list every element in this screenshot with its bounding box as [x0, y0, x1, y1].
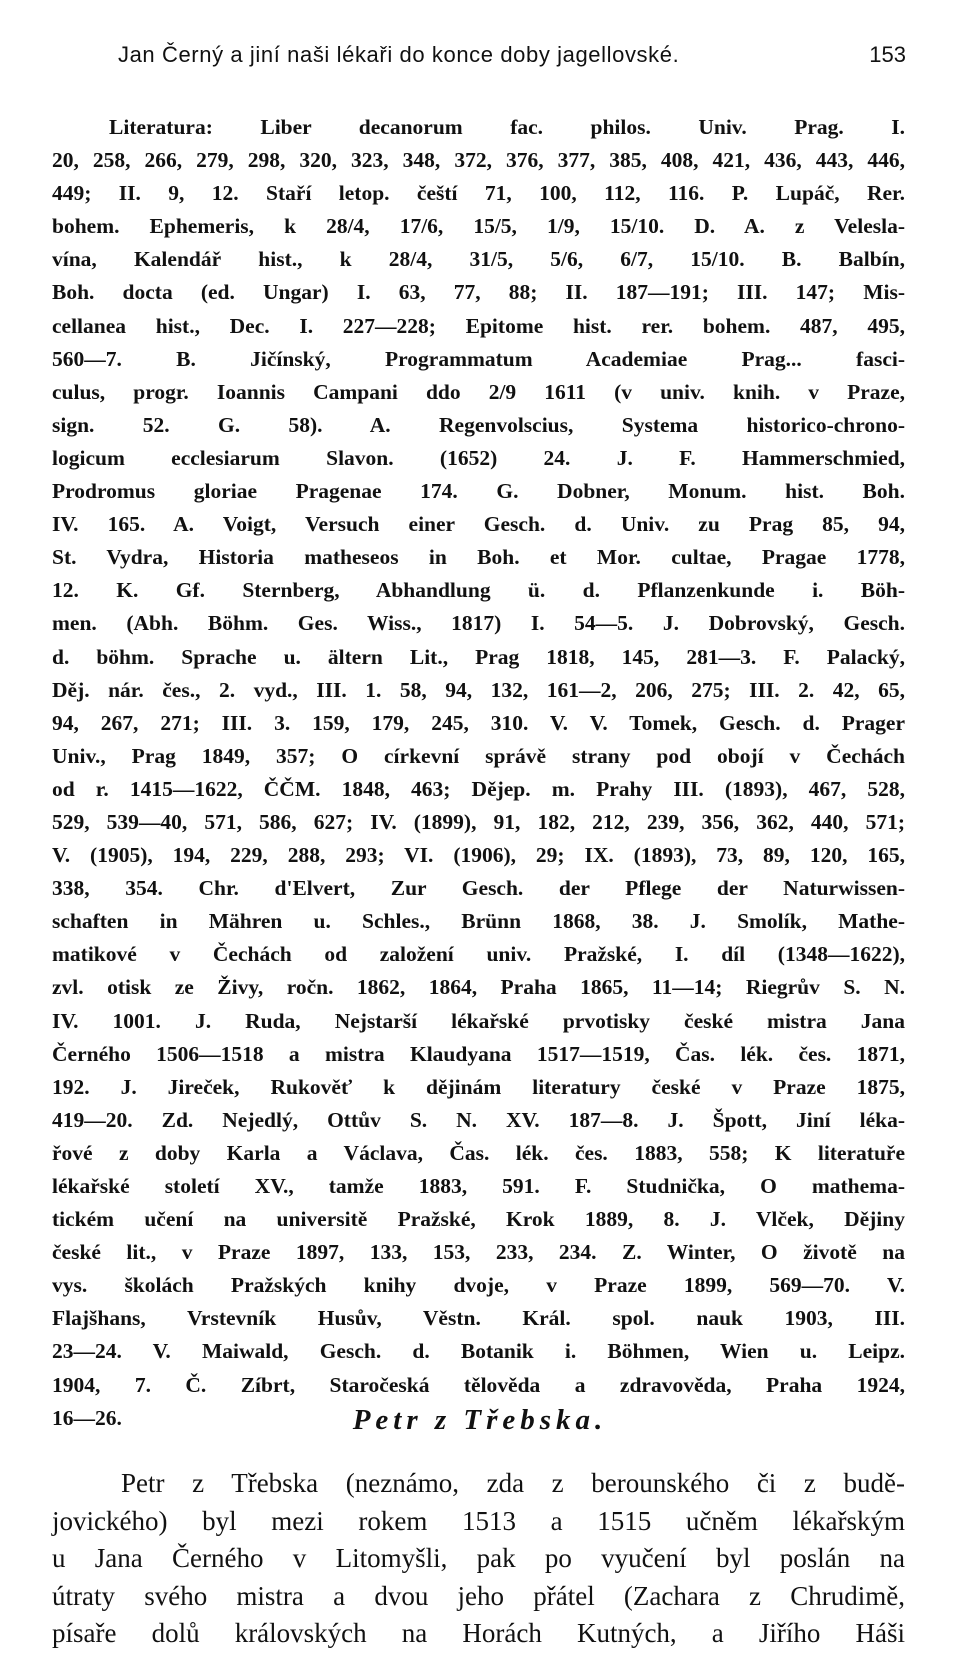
literature-line: 529, 539—40, 571, 586, 627; IV. (1899), 91, 182, 212, 239, 356, 362, 440, 571; — [52, 809, 905, 834]
literature-line: culus, progr. Ioannis Campani ddo 2/9 1611 (v univ. knih. v Praze, — [52, 379, 905, 404]
body-line: jovického) byl mezi rokem 1513 a 1515 učněm lékařským — [52, 1505, 905, 1536]
literature-line: tickém učení na universitě Pražské, Krok 1889, 8. J. Vlček, Dějiny — [52, 1207, 905, 1232]
literature-line: Univ., Prag 1849, 357; O církevní správě strany pod obojí v Čechách — [52, 743, 905, 768]
section-heading: Petr z Třebska. — [352, 1404, 608, 1436]
body-line: Petr z Třebska (neznámo, zda z berounského či z budě- — [121, 1468, 905, 1498]
literature-line: vína, Kalendář hist., k 28/4, 31/5, 5/6, 6/7, 15/10. B. Balbín, — [52, 247, 905, 272]
literature-line: Děj. nár. čes., 2. vyd., III. 1. 58, 94, 132, 161—2, 206, 275; III. 2. 42, 65, — [52, 677, 905, 702]
literature-line: 449; II. 9, 12. Staří letop. čeští 71, 100, 112, 116. P. Lupáč, Rer. — [52, 181, 905, 206]
literature-line: sign. 52. G. 58). A. Regenvolscius, Systema historico-chrono- — [52, 412, 905, 437]
literature-line: logicum ecclesiarum Slavon. (1652) 24. J. F. Hammerschmied, — [52, 445, 905, 470]
literature-line: zvl. otisk ze Živy, ročn. 1862, 1864, Praha 1865, 11—14; Riegrův S. N. — [52, 975, 905, 1000]
literature-line: IV. 1001. J. Ruda, Nejstarší lékařské prvotisky české mistra Jana — [52, 1008, 905, 1033]
literature-line: lékařské století XV., tamže 1883, 591. F. Studnička, O mathema- — [52, 1174, 905, 1198]
body-line: útraty svého mistra a dvou jeho přátel (Zachara z Chrudimě, — [52, 1580, 905, 1611]
body-line: u Jana Černého v Litomyšli, pak po vyučení byl poslán na — [52, 1543, 905, 1573]
body-paragraph — [52, 1465, 905, 1653]
literature-line: St. Vydra, Historia matheseos in Boh. et Mor. cultae, Pragae 1778, — [52, 545, 905, 570]
literature-line: 419—20. Zd. Nejedlý, Ottův S. N. XV. 187—8. J. Špott, Jiní léka- — [52, 1107, 905, 1132]
literature-line: řové z doby Karla a Václava, Čas. lék. čes. 1883, 558; K literatuře — [52, 1140, 905, 1165]
literature-line: IV. 165. A. Voigt, Versuch einer Gesch. d. Univ. zu Prag 85, 94, — [52, 512, 905, 537]
literature-line: Černého 1506—1518 a mistra Klaudyana 1517—1519, Čas. lék. čes. 1871, — [52, 1041, 905, 1066]
literature-line: 12. K. Gf. Sternberg, Abhandlung ü. d. Pflanzenkunde i. Böh- — [52, 578, 905, 603]
literature-line: od r. 1415—1622, ČČM. 1848, 463; Dějep. m. Prahy III. (1893), 467, 528, — [52, 776, 905, 801]
literature-line: 94, 267, 271; III. 3. 159, 179, 245, 310. V. V. Tomek, Gesch. d. Prager — [52, 710, 905, 735]
literature-line: vys. školách Pražských knihy dvoje, v Praze 1899, 569—70. V. — [52, 1273, 905, 1298]
literature-line: bohem. Ephemeris, k 28/4, 17/6, 15/5, 1/9, 15/10. D. A. z Veleslа- — [52, 214, 905, 239]
literature-line: 16—26. — [52, 1405, 122, 1430]
literature-line: 1904, 7. Č. Zíbrt, Staročeská tělověda a zdravověda, Praha 1924, — [52, 1372, 905, 1397]
literature-line: Literatura: Liber decanorum fac. philos. Univ. Prag. I. — [109, 115, 905, 139]
literature-line: Boh. docta (ed. Ungar) I. 63, 77, 88; II. 187—191; III. 147; Mis- — [52, 280, 905, 305]
literature-line: Prodromus gloriae Pragenae 174. G. Dobner, Monum. hist. Boh. — [52, 479, 905, 504]
body-line: písaře dolů královských na Horách Kutných, a Jiřího Háši — [52, 1618, 905, 1648]
literature-block — [52, 111, 905, 1435]
literature-line: 20, 258, 266, 279, 298, 320, 323, 348, 372, 376, 377, 385, 408, 421, 436, 443, 446, — [52, 148, 905, 173]
running-title: Jan Černý a jiní naši lékaři do konce doby jagellovské. — [118, 42, 680, 67]
literature-line: české lit., v Praze 1897, 133, 153, 233, 234. Z. Winter, O životě na — [52, 1240, 905, 1265]
literature-line: V. (1905), 194, 229, 288, 293; VI. (1906), 29; IX. (1893), 73, 89, 120, 165, — [52, 843, 905, 868]
literature-line: 338, 354. Chr. d'Elvert, Zur Gesch. der Pflege der Naturwissen- — [52, 876, 905, 901]
running-header — [118, 42, 906, 76]
literature-line: 560—7. B. Jičínský, Programmatum Academiae Prag... fasci- — [52, 346, 905, 371]
literature-line: 192. J. Jireček, Rukověť k dějinám literatury české v Praze 1875, — [52, 1074, 905, 1099]
literature-line: d. böhm. Sprache u. ältern Lit., Prag 1818, 145, 281—3. F. Palacký, — [52, 644, 905, 669]
literature-line: cellanea hist., Dec. I. 227—228; Epitome hist. rer. bohem. 487, 495, — [52, 313, 905, 338]
page-number: 153 — [869, 42, 906, 67]
literature-line: men. (Abh. Böhm. Ges. Wiss., 1817) I. 54—5. J. Dobrovský, Gesch. — [52, 611, 905, 636]
literature-line: schaften in Mähren u. Schles., Brünn 1868, 38. J. Smolík, Mathe- — [52, 909, 905, 934]
literature-line: 23—24. V. Maiwald, Gesch. d. Botanik i. Böhmen, Wien u. Leipz. — [52, 1339, 905, 1364]
literature-line: Flajšhans, Vrstevník Husův, Věstn. Král. spol. nauk 1903, III. — [52, 1306, 905, 1331]
literature-line: matikové v Čechách od založení univ. Pražské, I. díl (1348—1622), — [52, 942, 905, 967]
